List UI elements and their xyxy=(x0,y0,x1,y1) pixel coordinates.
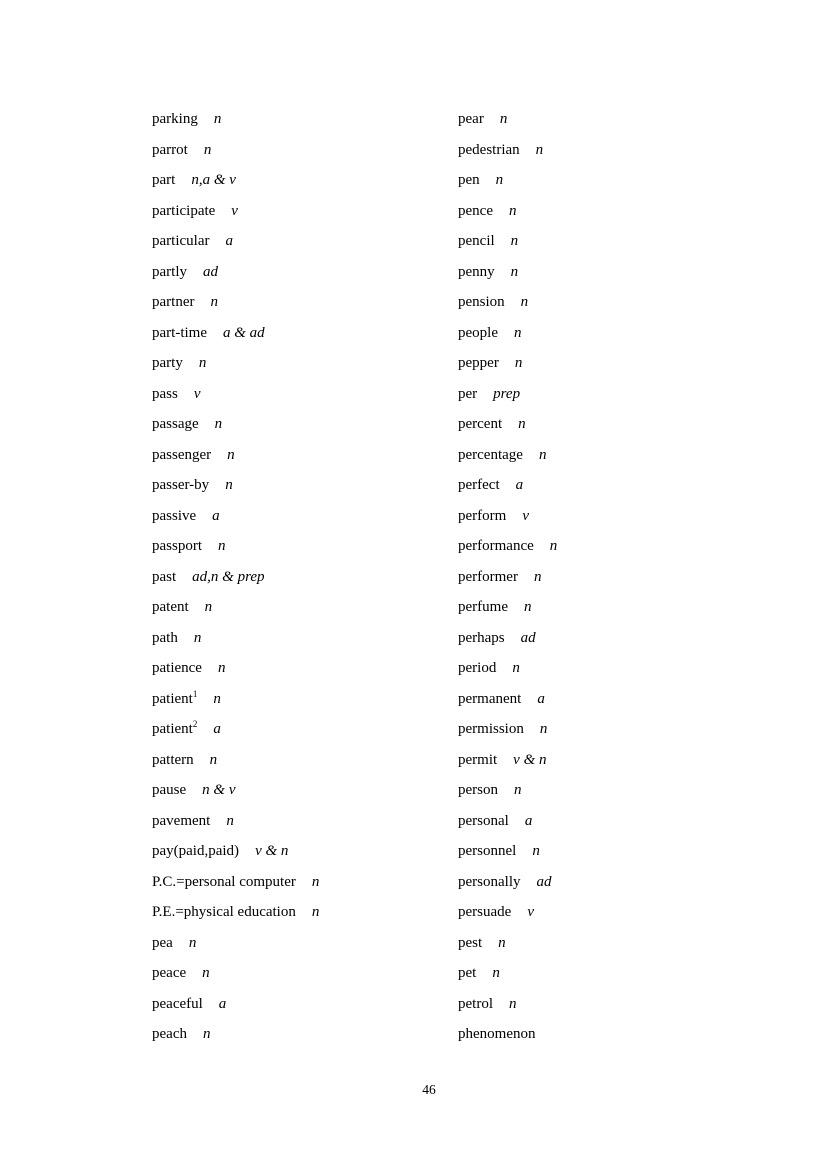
entry-word: P.E.=physical education xyxy=(152,904,296,921)
entry-word: permanent xyxy=(458,690,522,707)
entry-part-of-speech: n xyxy=(213,690,221,707)
entry-part-of-speech: n xyxy=(198,355,207,372)
entry-word: people xyxy=(458,324,498,341)
entry-word: perform xyxy=(458,507,507,524)
entry-part-of-speech: a xyxy=(213,721,221,738)
page-number: 46 xyxy=(422,1082,436,1097)
entry-word: peaceful xyxy=(152,995,203,1012)
entry-word: perfume xyxy=(458,599,508,616)
entry-word: passenger xyxy=(152,446,212,463)
word-entry xyxy=(458,440,557,471)
entry-word: petrol xyxy=(458,995,493,1012)
word-entry xyxy=(152,836,319,867)
word-entry xyxy=(152,409,319,440)
entry-part-of-speech: a & ad xyxy=(222,324,265,341)
entry-part-of-speech: n xyxy=(214,416,223,433)
word-entry xyxy=(458,897,557,928)
word-entry xyxy=(152,684,319,715)
entry-part-of-speech: n xyxy=(193,629,202,646)
word-entry xyxy=(152,501,319,532)
entry-word: pavement xyxy=(152,812,211,829)
entry-word: pen xyxy=(458,172,480,189)
word-entry xyxy=(458,531,557,562)
entry-word: perfect xyxy=(458,477,500,494)
entry-part-of-speech: n xyxy=(535,141,544,158)
word-entry xyxy=(458,623,557,654)
word-entry xyxy=(458,196,557,227)
word-entry xyxy=(458,958,557,989)
entry-part-of-speech: ad xyxy=(203,263,218,280)
word-entry xyxy=(458,379,557,410)
word-entry xyxy=(152,379,319,410)
word-entry xyxy=(458,745,557,776)
entry-word: persuade xyxy=(458,904,512,921)
entry-word: parking xyxy=(152,111,198,127)
entry-part-of-speech: n xyxy=(213,111,222,127)
entry-part-of-speech: n xyxy=(495,172,504,189)
word-entry xyxy=(458,653,557,684)
entry-word: patient$^2$ xyxy=(152,719,198,738)
entry-part-of-speech: n xyxy=(539,721,548,738)
entry-part-of-speech: n xyxy=(549,538,558,555)
word-entry xyxy=(152,135,319,166)
entry-part-of-speech: n xyxy=(512,660,520,677)
entry-part-of-speech: n xyxy=(499,111,508,127)
entry-part-of-speech: a xyxy=(212,507,220,524)
word-entry xyxy=(458,714,557,745)
entry-part-of-speech: n xyxy=(510,263,519,280)
entry-word: pay(paid,paid) xyxy=(152,843,240,860)
word-entry xyxy=(458,501,557,532)
word-entry xyxy=(152,348,319,379)
entry-word: party xyxy=(152,355,183,372)
word-entry xyxy=(458,562,557,593)
word-entry xyxy=(458,684,557,715)
entry-word: personal xyxy=(458,812,509,829)
word-entry xyxy=(152,1019,319,1050)
word-entry xyxy=(152,897,319,928)
entry-word: penny xyxy=(458,263,495,280)
entry-part-of-speech: v & n xyxy=(255,843,289,860)
word-entry xyxy=(152,440,319,471)
word-entry xyxy=(152,287,319,318)
entry-word: pass xyxy=(152,385,178,402)
entry-word: patent xyxy=(152,599,189,616)
word-entry xyxy=(458,104,557,135)
entry-word: pension xyxy=(458,294,505,311)
entry-part-of-speech: n xyxy=(538,446,547,463)
entry-word: patience xyxy=(152,660,202,677)
entry-word: passive xyxy=(152,507,197,524)
entry-word: partner xyxy=(152,294,195,311)
entry-word: phenomenon xyxy=(458,1026,536,1043)
entry-word: patient$^1$ xyxy=(152,688,198,707)
word-entry xyxy=(152,653,319,684)
entry-word: passport xyxy=(152,538,202,555)
entry-part-of-speech: n xyxy=(509,995,517,1012)
entry-part-of-speech: n xyxy=(227,446,235,463)
word-entry xyxy=(458,836,557,867)
entry-word: pepper xyxy=(458,355,499,372)
word-entry xyxy=(458,1019,557,1050)
entry-word: passer-by xyxy=(152,477,210,494)
word-entry xyxy=(152,531,319,562)
entry-word: pear xyxy=(458,111,484,127)
entry-part-of-speech: n xyxy=(218,538,226,555)
entry-part-of-speech: n xyxy=(203,141,212,158)
entry-part-of-speech: n xyxy=(510,233,519,250)
entry-superscript: 1 xyxy=(192,688,198,699)
word-entry xyxy=(458,775,557,806)
entry-word: performer xyxy=(458,568,518,585)
word-entry xyxy=(458,165,557,196)
word-entry xyxy=(152,318,319,349)
entry-word: pause xyxy=(152,782,187,799)
word-entry xyxy=(458,409,557,440)
word-entry xyxy=(152,806,319,837)
entry-part-of-speech: n xyxy=(513,324,522,341)
word-entry xyxy=(152,104,319,135)
entry-word: parrot xyxy=(152,141,188,158)
entry-part-of-speech: n xyxy=(311,904,320,921)
entry-part-of-speech: a xyxy=(218,995,227,1012)
word-entry xyxy=(458,226,557,257)
word-entry xyxy=(152,257,319,288)
word-entry xyxy=(458,867,557,898)
entry-part-of-speech: a xyxy=(524,812,533,829)
entry-part-of-speech: v xyxy=(193,385,201,402)
word-entry xyxy=(152,165,319,196)
entry-word: particular xyxy=(152,233,210,250)
entry-part-of-speech: n xyxy=(498,934,506,951)
word-entry xyxy=(152,470,319,501)
word-entry xyxy=(458,257,557,288)
entry-word: period xyxy=(458,660,497,677)
entry-word: partly xyxy=(152,263,187,280)
word-entry xyxy=(458,928,557,959)
word-entry xyxy=(152,745,319,776)
entry-word: participate xyxy=(152,202,216,219)
word-entry xyxy=(458,287,557,318)
word-entry xyxy=(458,806,557,837)
entry-word: peace xyxy=(152,965,187,982)
word-entry xyxy=(152,867,319,898)
entry-part-of-speech: n xyxy=(209,751,218,768)
entry-part-of-speech: n xyxy=(311,873,320,890)
entry-part-of-speech: n xyxy=(518,416,526,433)
entry-part-of-speech: n & v xyxy=(202,782,236,799)
entry-part-of-speech: n xyxy=(520,294,529,311)
entry-word: personnel xyxy=(458,843,517,860)
word-entry xyxy=(152,592,319,623)
entry-word: permit xyxy=(458,751,498,768)
entry-part-of-speech: n,a & v xyxy=(191,172,236,189)
entry-part-of-speech: a xyxy=(515,477,524,494)
entry-part-of-speech: n xyxy=(532,843,540,860)
word-entry xyxy=(458,592,557,623)
word-entry xyxy=(152,775,319,806)
entry-part-of-speech: a xyxy=(225,233,233,250)
word-entry xyxy=(152,226,319,257)
entry-part-of-speech: n xyxy=(210,294,218,311)
entry-part-of-speech: ad xyxy=(536,873,552,890)
entry-word: permission xyxy=(458,721,524,738)
entry-part-of-speech: v & n xyxy=(513,751,547,768)
word-entry xyxy=(458,989,557,1020)
entry-part-of-speech: n xyxy=(508,202,517,219)
entry-word: part xyxy=(152,172,176,189)
entry-word: personally xyxy=(458,873,521,890)
entry-word: past xyxy=(152,568,177,585)
entry-part-of-speech: n xyxy=(523,599,532,616)
word-entry xyxy=(458,348,557,379)
entry-word: pedestrian xyxy=(458,141,520,158)
entry-word: performance xyxy=(458,538,534,555)
entry-part-of-speech: v xyxy=(522,507,529,524)
entry-part-of-speech: n xyxy=(188,934,197,951)
entry-word: person xyxy=(458,782,498,799)
entry-part-of-speech: v xyxy=(231,202,238,219)
entry-superscript: 2 xyxy=(192,719,198,730)
entry-part-of-speech: n xyxy=(217,660,226,677)
word-entry xyxy=(152,714,319,745)
entry-word: percent xyxy=(458,416,503,433)
entry-word: pet xyxy=(458,965,477,982)
entry-part-of-speech: ad,n & prep xyxy=(192,568,265,585)
entry-part-of-speech: n xyxy=(226,812,234,829)
word-entry xyxy=(458,470,557,501)
entry-word: part-time xyxy=(152,324,207,341)
entry-word: percentage xyxy=(458,446,523,463)
word-list-column-left xyxy=(152,104,319,1050)
entry-part-of-speech: n xyxy=(225,477,233,494)
entry-part-of-speech: n xyxy=(202,1026,211,1043)
entry-word: passage xyxy=(152,416,199,433)
entry-word: perhaps xyxy=(458,629,505,646)
entry-part-of-speech: n xyxy=(204,599,213,616)
entry-word: pencil xyxy=(458,233,495,250)
entry-word: pea xyxy=(152,934,173,951)
word-entry xyxy=(152,196,319,227)
entry-word: pence xyxy=(458,202,493,219)
entry-part-of-speech: n xyxy=(514,355,523,372)
word-entry xyxy=(152,623,319,654)
entry-part-of-speech: ad xyxy=(520,629,536,646)
word-entry xyxy=(152,989,319,1020)
entry-part-of-speech: n xyxy=(514,782,522,799)
entry-part-of-speech: v xyxy=(527,904,534,921)
word-entry xyxy=(152,928,319,959)
entry-word: path xyxy=(152,629,178,646)
entry-part-of-speech: a xyxy=(537,690,545,707)
entry-part-of-speech: n xyxy=(492,965,500,982)
entry-part-of-speech: prep xyxy=(493,385,521,402)
entry-part-of-speech: n xyxy=(533,568,542,585)
word-list-column-right xyxy=(458,104,557,1050)
word-entry xyxy=(152,958,319,989)
entry-word: pest xyxy=(458,934,483,951)
entry-word: pattern xyxy=(152,751,194,768)
word-entry xyxy=(458,318,557,349)
word-entry xyxy=(458,135,557,166)
word-entry xyxy=(152,562,319,593)
entry-part-of-speech: n xyxy=(202,965,210,982)
entry-word: per xyxy=(458,385,478,402)
entry-word: peach xyxy=(152,1026,187,1043)
entry-word: P.C.=personal computer xyxy=(152,873,296,890)
